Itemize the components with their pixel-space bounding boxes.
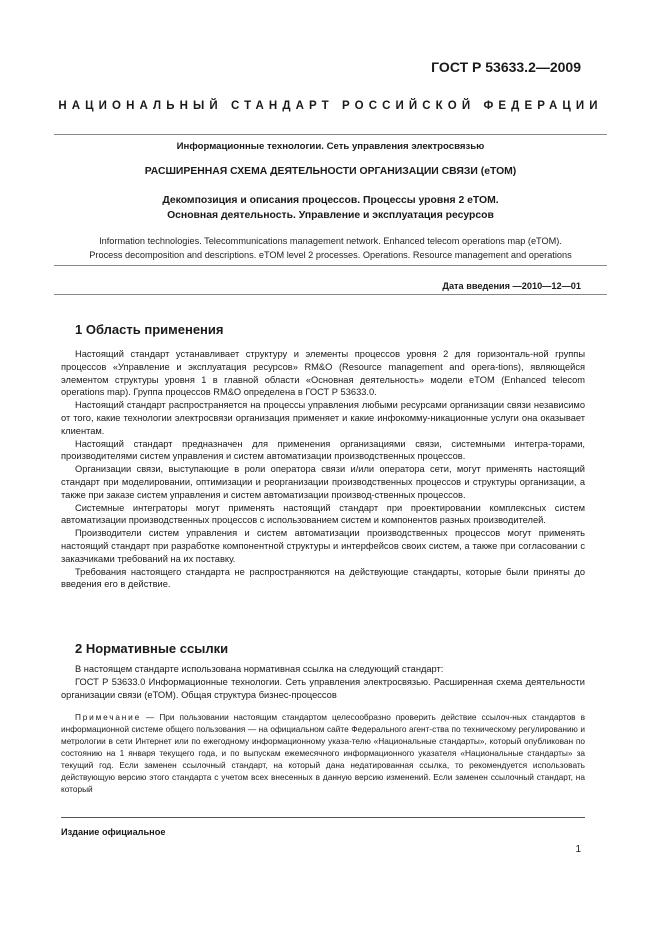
paragraph: Настоящий стандарт распространяется на процессы управления любыми ресурсами организации связи независимо от того, какие технологии электросвязи организация применяет и какие инфокомму-никационные услуги она оказывает клиентам. xyxy=(61,400,585,436)
paragraph: Производители систем управления и систем автоматизации производственных процессов могут применять настоящий стандарт при разработке компонентной структуры и интерфейсов своих систем, а также при согласовании с заказчиками требований на их поставку. xyxy=(61,528,585,564)
note-text: — При пользовании настоящим стандартом целесообразно проверить действие ссылоч-ных стандартов в информационной системе общего пользования — на официальном сайте Федерального агент-ства по техническому регулированию и метрологии в сети Интернет или по ежегодному информационному указа-телю «Национальные стандарты», который опубликован по состоянию на 1 января текущего года, и по выпускам ежемесячного информационного указателя «Национальные стандарты» за текущий год. Если заменен ссылочный стандарт, на который дана недатированная ссылка, то рекомендуется использовать действующую версию этого стандарта с учетом всех внесенных в данную версию изменений. Если заменен ссылочный стандарт, на который xyxy=(61,712,585,794)
note-paragraph xyxy=(61,711,585,795)
divider xyxy=(54,265,607,266)
paragraph: Системные интеграторы могут применять настоящий стандарт при проектировании комплексных систем автоматизации производственных процессов с использованием систем и компонентов разных производителей. xyxy=(61,502,585,526)
note xyxy=(61,711,585,795)
gost-number: ГОСТ Р 53633.2—2009 xyxy=(431,59,581,75)
section-2-title: 2 Нормативные ссылки xyxy=(75,641,229,656)
paragraph: Настоящий стандарт устанавливает структуру и элементы процессов уровня 2 для горизонталь-ной группы процессов «Управление и эксплуатация ресурсов» RM&O (Resource management and opera-tions), являющейся элементом структуры уровня 1 в главной области «Основная деятельность» модели eTOM (Enhanced telecom operations map). Группа процессов RM&O определена в ГОСТ Р 53633.0. xyxy=(61,349,585,398)
edition-label: Издание официальное xyxy=(61,827,166,837)
english-title-line: Information technologies. Telecommunications management network. Enhanced telecom operations map (eTOM). xyxy=(99,236,562,246)
page-number: 1 xyxy=(575,844,581,855)
divider xyxy=(54,134,607,135)
english-title-line: Process decomposition and descriptions. eTOM level 2 processes. Operations. Resource management and operations xyxy=(89,250,572,260)
main-title: РАСШИРЕННАЯ СХЕМА ДЕЯТЕЛЬНОСТИ ОРГАНИЗАЦИИ СВЯЗИ (еТОМ) xyxy=(144,166,517,177)
introduction-date: Дата введения —2010—12—01 xyxy=(442,281,581,291)
note-label: Примечание xyxy=(75,712,142,722)
paragraph: Требования настоящего стандарта не распространяются на действующие стандарты, которые были приняты до введения его в действие. xyxy=(61,566,585,590)
paragraph: В настоящем стандарте использована нормативная ссылка на следующий стандарт: xyxy=(75,664,444,674)
footer-divider xyxy=(61,817,585,818)
paragraph: Организации связи, выступающие в роли оператора связи и/или оператора сети, могут применять настоящий стандарт при моделировании, оптимизации и реорганизации производственных процессов и структуры организации, а также при заказе систем управления и систем автоматизации производ-ственных процессов. xyxy=(61,464,585,500)
paragraph: Настоящий стандарт предназначен для применения организациями связи, системными интегра-торами, производителями систем управления и систем автоматизации производственных процессов. xyxy=(61,438,585,462)
sub-title-line: Декомпозиция и описания процессов. Процессы уровня 2 еТОМ. xyxy=(162,195,499,206)
section-1-title: 1 Область применения xyxy=(75,322,224,337)
general-title: Информационные технологии. Сеть управления электросвязью xyxy=(176,141,485,152)
section-2-body xyxy=(61,663,585,701)
paragraph: ГОСТ Р 53633.0 Информационные технологии. Сеть управления электросвязью. Расширенная схема деятельности организации связи (еТОМ). Общая структура бизнес-процессов xyxy=(61,676,585,700)
national-standard-heading: НАЦИОНАЛЬНЫЙ СТАНДАРТ РОССИЙСКОЙ ФЕДЕРАЦИИ xyxy=(58,100,603,112)
sub-title xyxy=(54,193,607,223)
english-title xyxy=(54,234,607,262)
sub-title-line: Основная деятельность. Управление и эксплуатация ресурсов xyxy=(167,210,494,221)
divider xyxy=(54,294,607,295)
section-1-body xyxy=(61,348,585,591)
